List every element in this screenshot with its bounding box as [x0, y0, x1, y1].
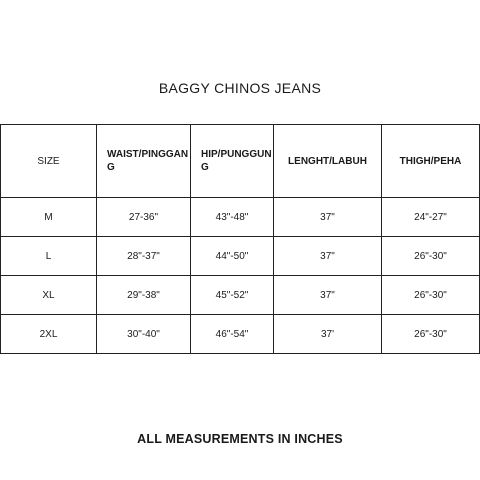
table-row: [1, 276, 480, 315]
cell-hip: 46"-54": [191, 315, 274, 354]
page-title: BAGGY CHINOS JEANS: [158, 80, 322, 96]
header-waist: WAIST/PINGGANG: [97, 125, 191, 198]
cell-waist: 28"-37": [97, 237, 191, 276]
cell-size: XL: [1, 276, 97, 315]
size-chart-table: [0, 124, 480, 354]
header-size: SIZE: [1, 125, 97, 198]
cell-length: 37": [274, 198, 382, 237]
table-row: [1, 198, 480, 237]
cell-size: L: [1, 237, 97, 276]
cell-hip: 44"-50": [191, 237, 274, 276]
table-header-row: [1, 125, 480, 198]
cell-size: M: [1, 198, 97, 237]
table-row: [1, 237, 480, 276]
cell-hip: 45"-52": [191, 276, 274, 315]
cell-thigh: 26"-30": [382, 315, 480, 354]
header-length: LENGHT/LABUH: [274, 125, 382, 198]
cell-size: 2XL: [1, 315, 97, 354]
header-hip: HIP/PUNGGUNG: [191, 125, 274, 198]
cell-waist: 27-36": [97, 198, 191, 237]
cell-thigh: 24"-27": [382, 198, 480, 237]
cell-waist: 30"-40": [97, 315, 191, 354]
cell-hip: 43"-48": [191, 198, 274, 237]
cell-length: 37": [274, 237, 382, 276]
cell-length: 37": [274, 276, 382, 315]
cell-waist: 29"-38": [97, 276, 191, 315]
cell-thigh: 26"-30": [382, 237, 480, 276]
cell-thigh: 26"-30": [382, 276, 480, 315]
header-thigh: THIGH/PEHA: [382, 125, 480, 198]
table-row: [1, 315, 480, 354]
cell-length: 37': [274, 315, 382, 354]
measurement-note: ALL MEASUREMENTS IN INCHES: [137, 432, 343, 446]
